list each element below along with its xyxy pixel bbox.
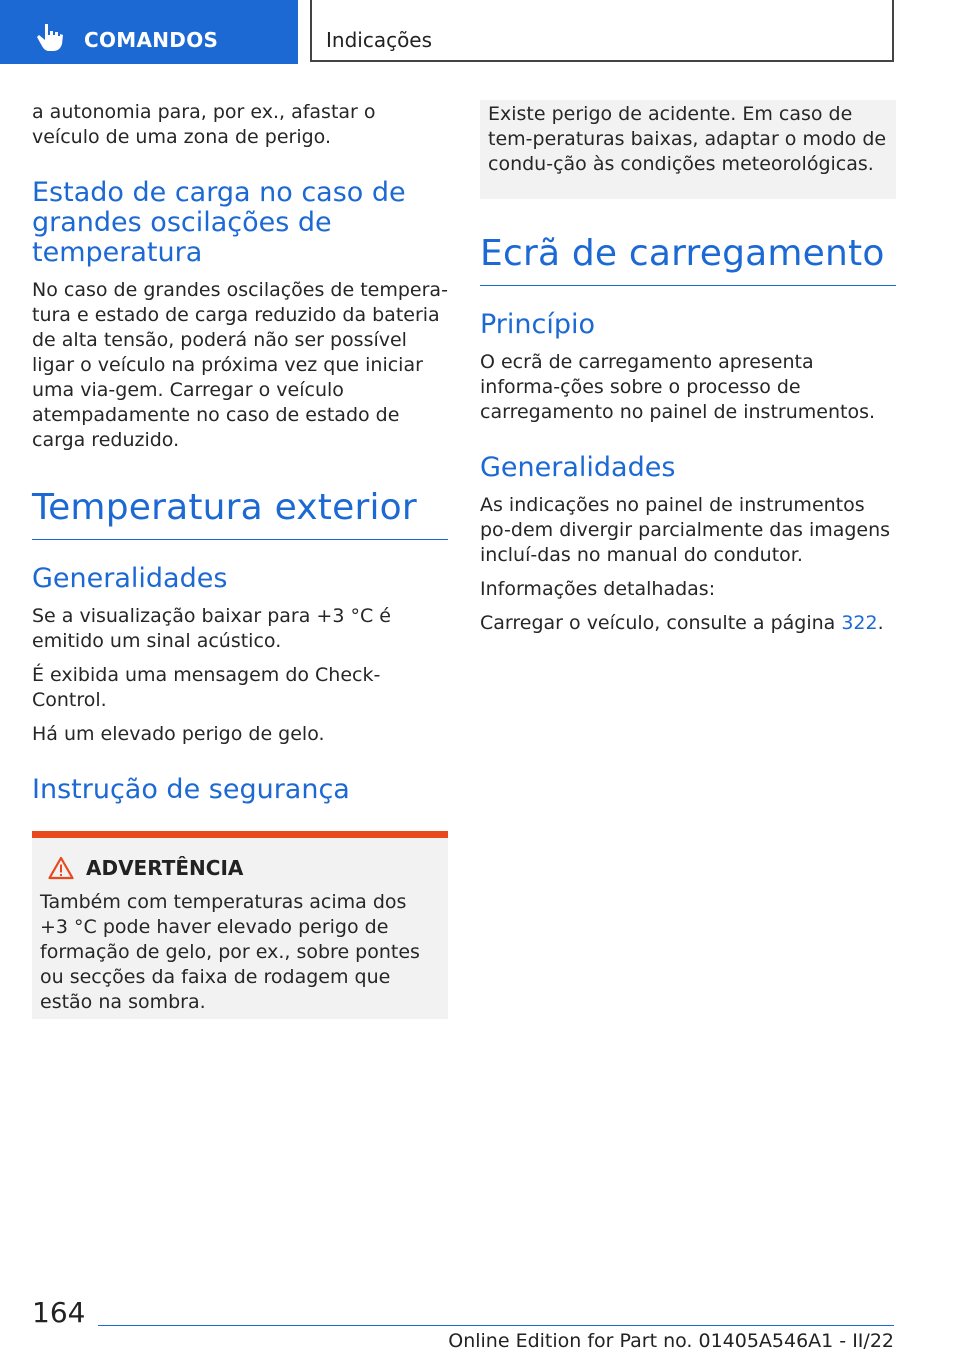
general-paragraph-right: As indicações no painel de instrumentos po-dem divergir parcialmente das imagens incluí-das no manual do condutor.: [480, 494, 891, 566]
charging-screen-heading-block: [480, 233, 896, 286]
general-paragraph-1: Se a visualização baixar para +3 °C é emitido um sinal acústico.: [32, 605, 391, 652]
charge-state-paragraph: No caso de grandes oscilações de tempera-tura e estado de carga reduzido da bateria de alta tensão, poderá não ser possível ligar o veículo na próxima vez que iniciar uma via-gem. Carregar o veículo atempadamente no caso de estado de carga reduzido.: [32, 279, 448, 451]
hand-pointer-icon: [36, 22, 64, 52]
details-end: .: [877, 612, 884, 634]
charge-state-heading: Estado de carga no caso de grandes oscilações de temperatura: [32, 177, 406, 268]
warning-header: [40, 856, 440, 880]
page-number: 164: [32, 1296, 86, 1329]
right-column: [480, 100, 896, 636]
general-heading-right: Generalidades: [480, 452, 676, 483]
warning-title: ADVERTÊNCIA: [86, 856, 244, 880]
chapter-label: Indicações: [326, 28, 433, 52]
safety-heading: Instrução de segurança: [32, 774, 350, 805]
header-chapter-box: [310, 0, 894, 62]
principle-heading: Princípio: [480, 309, 596, 340]
temperature-heading-block: [32, 487, 448, 540]
page-link-322[interactable]: 322: [841, 612, 878, 634]
details-text: Carregar o veículo, consulte a página: [480, 612, 842, 634]
footer-edition: Online Edition for Part no. 01405A546A1 - II/22: [448, 1330, 894, 1352]
section-label: COMANDOS: [84, 28, 219, 52]
general-paragraph-2: É exibida uma mensagem do Check-Control.: [32, 664, 381, 711]
warning-continuation-box: [480, 100, 896, 199]
principle-paragraph: O ecrã de carregamento apresenta informa-ções sobre o processo de carregamento no painel de instrumentos.: [480, 351, 876, 423]
details-label: Informações detalhadas:: [480, 578, 716, 600]
warning-triangle-icon: [48, 856, 74, 880]
left-column: [32, 100, 448, 1019]
intro-paragraph: a autonomia para, por ex., afastar o veículo de uma zona de perigo.: [32, 101, 376, 148]
temperature-heading: Temperatura exterior: [32, 487, 417, 528]
general-paragraph-3: Há um elevado perigo de gelo.: [32, 723, 325, 745]
header-section-tab[interactable]: [0, 0, 298, 64]
details-paragraph: [480, 611, 896, 636]
warning-continuation-text: Existe perigo de acidente. Em caso de tem-peraturas baixas, adaptar o modo de condu-ção às condições meteorológicas.: [488, 103, 887, 175]
warning-text: Também com temperaturas acima dos +3 °C pode haver elevado perigo de formação de gelo, por ex., sobre pontes ou secções da faixa de rodagem que estão na sombra.: [40, 891, 420, 1013]
footer-divider: [98, 1325, 894, 1326]
warning-box: [32, 831, 448, 1019]
charging-screen-heading: Ecrã de carregamento: [480, 233, 885, 274]
general-heading-left: Generalidades: [32, 563, 228, 594]
